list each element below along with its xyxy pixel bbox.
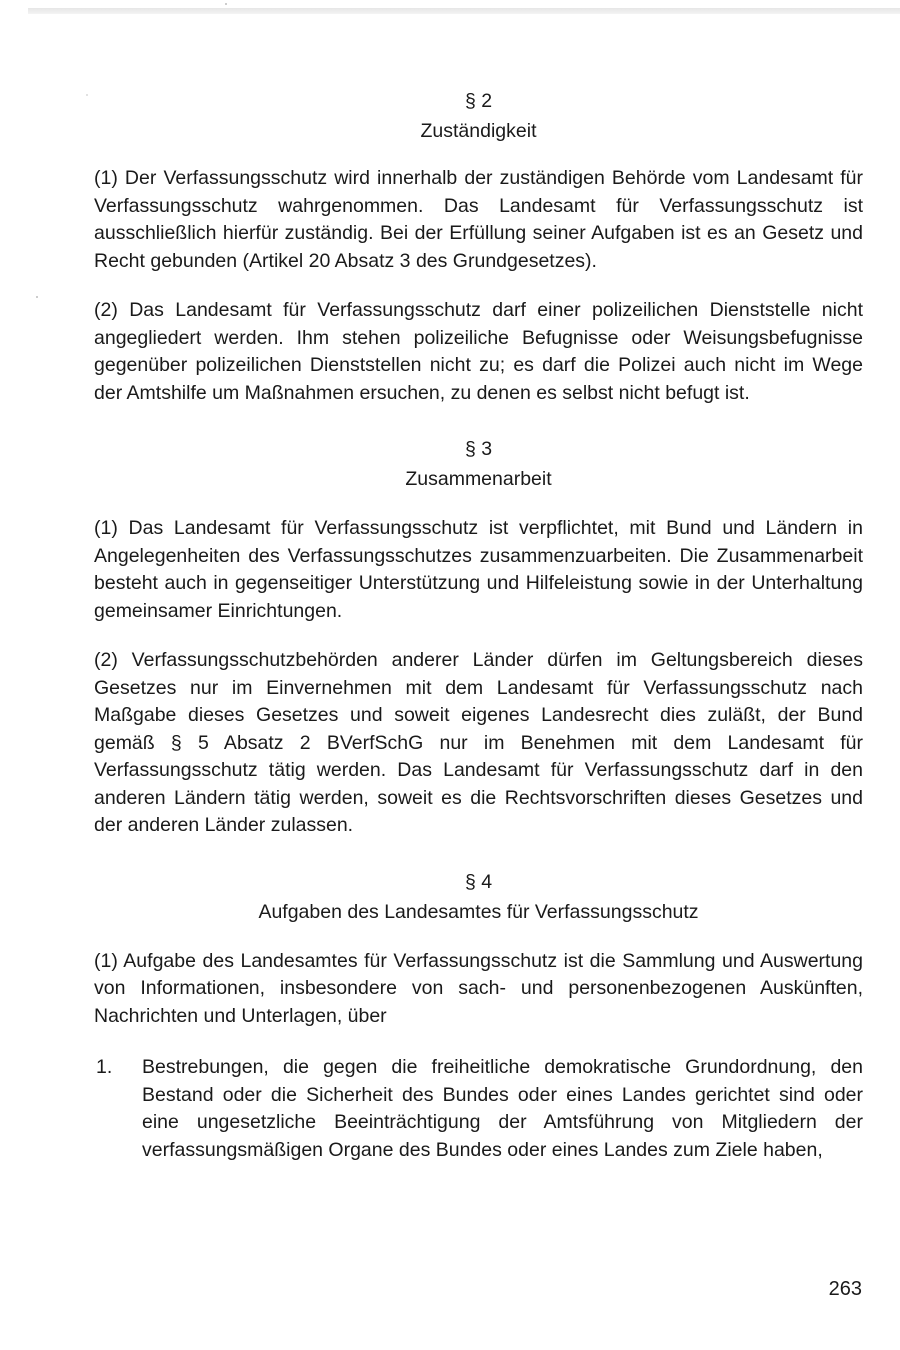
section-4-heading [94, 869, 863, 926]
section-2-heading [94, 88, 863, 145]
paragraph: (1) Das Landesamt für Verfassungsschutz ist verpflichtet, mit Bund und Ländern in Angelegenheiten des Verfassungsschutzes zusammenzuarbeiten. Die Zusammenarbeit besteht auch in gegenseitiger Unterstützung und Hilfeleistung sowie in der Unterhaltung gemeinsamer Einrichtungen. [94, 517, 863, 622]
section-number: § 3 [464, 438, 493, 460]
paragraph: (1) Aufgabe des Landesamtes für Verfassungsschutz ist die Sammlung und Auswertung von Informationen, insbesondere von sach- und personenbezogenen Auskünften, Nachrichten und Unterlagen, über [94, 949, 863, 1027]
scan-speck [86, 94, 88, 96]
scan-top-edge [28, 8, 900, 14]
list-item-number: 1. [96, 1056, 113, 1078]
section-number: § 4 [464, 870, 493, 893]
paragraph: (2) Verfassungsschutzbehörden anderer Länder dürfen im Geltungsbereich dieses Gesetzes nur im Einvernehmen mit dem Landesamt für Verfassungsschutz nach Maßgabe dieses Gesetzes und soweit eigenes Landesrecht dies zuläßt, der Bund gemäß § 5 Absatz 2 BVerfSchG nur im Benehmen mit dem Landesamt für Verfassungsschutz tätig werden. Das Landesamt für Verfassungsschutz darf in den anderen Ländern tätig werden, soweit es die Rechtsvorschriften dieses Gesetzes und der anderen Länder zulassen. [94, 649, 863, 836]
section-title: Aufgaben des Landesamtes für Verfassungsschutz [258, 900, 699, 923]
paragraph: (1) Der Verfassungsschutz wird innerhalb der zuständigen Behörde vom Landesamt für Verfassungsschutz wahrgenommen. Das Landesamt für Verfassungsschutz ist ausschließlich hierfür zuständig. Bei der Erfüllung seiner Aufgaben ist es an Gesetz und Recht gebunden (Artikel 20 Absatz 3 des Grundgesetzes). [94, 167, 863, 272]
section-3-heading [94, 436, 863, 493]
page-number: 263 [828, 1278, 862, 1300]
paragraph: (2) Das Landesamt für Verfassungsschutz darf einer polizeilichen Dienststelle nicht angegliedert werden. Ihm stehen polizeiliche Befugnisse oder Weisungsbefugnisse gegenüber polizeilichen Dienststellen nicht zu; es darf die Polizei auch nicht im Wege der Amtshilfe um Maßnahmen ersuchen, zu denen es selbst nicht befugt ist. [94, 299, 863, 404]
section-number: § 2 [464, 90, 493, 112]
scan-speck [36, 296, 38, 298]
list-item [94, 1054, 863, 1164]
scan-speck [225, 3, 227, 5]
section-title: Zuständigkeit [420, 120, 537, 142]
section-title: Zusammenarbeit [405, 468, 552, 490]
page-content [94, 88, 863, 1164]
list-item-text: Bestrebungen, die gegen die freiheitliche demokratische Grundordnung, den Bestand oder die Sicherheit des Bundes oder eines Landes gerichtet sind oder eine ungesetzliche Beeinträchtigung der Amtsführung von Mitgliedern der verfassungsmäßigen Organe des Bundes oder eines Landes zum Ziele haben, [142, 1056, 863, 1161]
